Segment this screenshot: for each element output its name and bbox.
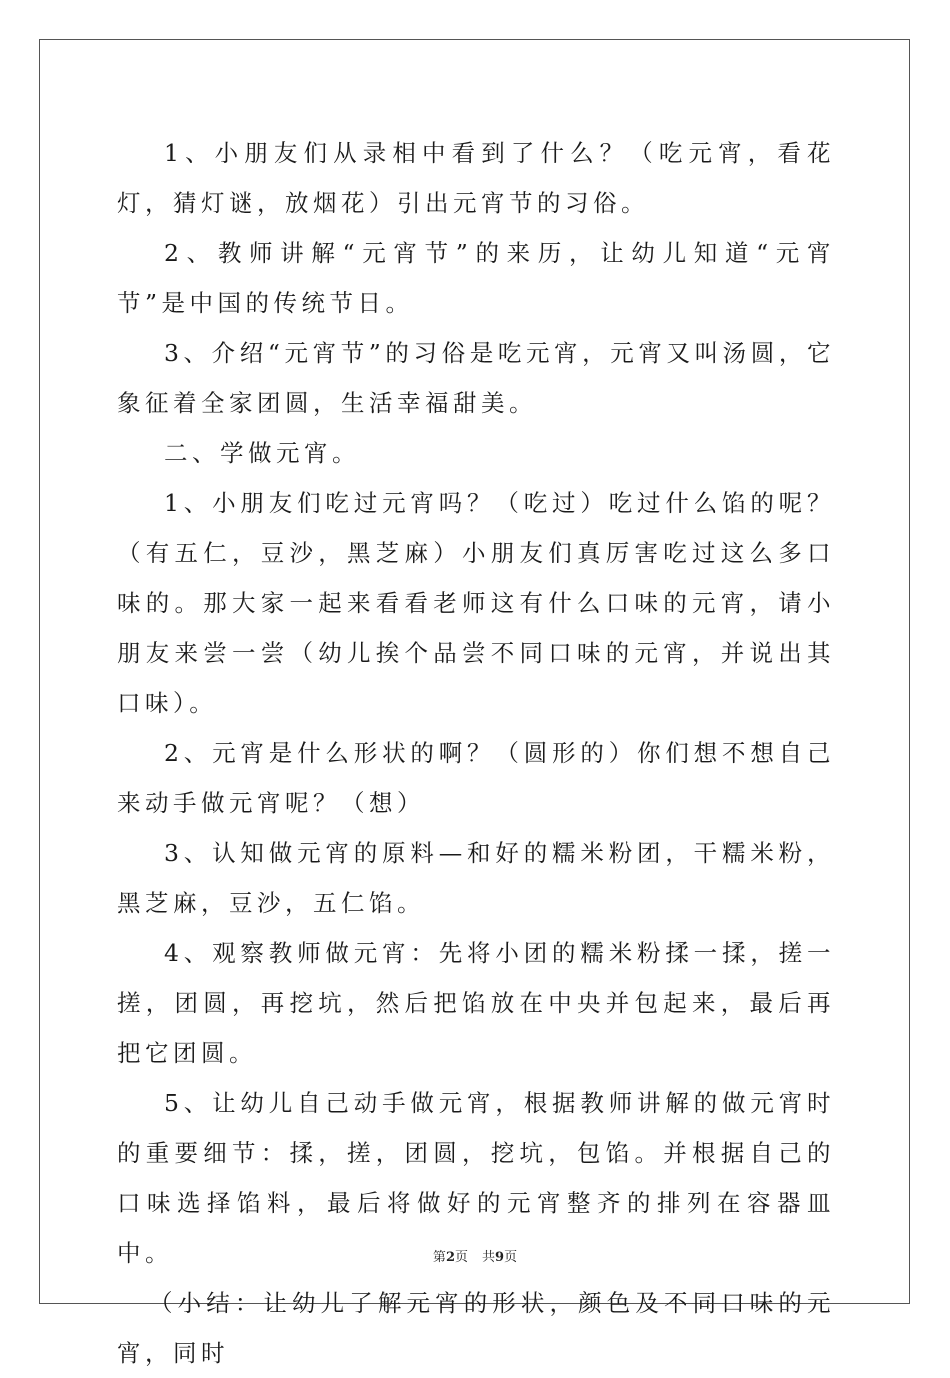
paragraph-3: 3、介绍“元宵节”的习俗是吃元宵，元宵又叫汤圆，它象征着全家团圆，生活幸福甜美。 <box>117 339 835 417</box>
page-footer <box>0 1246 950 1265</box>
paragraph-5: 2、元宵是什么形状的啊？（圆形的）你们想不想自己来动手做元宵呢？（想） <box>117 739 835 817</box>
footer-total-prefix: 共 <box>482 1250 496 1265</box>
paragraph-6: 3、认知做元宵的原料—和好的糯米粉团，干糯米粉，黑芝麻，豆沙，五仁馅。 <box>117 839 835 917</box>
document-body <box>117 128 835 1378</box>
summary-paragraph: （小结：让幼儿了解元宵的形状，颜色及不同口味的元宵，同时 <box>117 1289 835 1367</box>
footer-total-unit: 页 <box>504 1250 518 1265</box>
paragraph-2: 2、教师讲解“元宵节”的来历，让幼儿知道“元宵节”是中国的传统节日。 <box>117 239 835 317</box>
footer-page-current: 2 <box>445 1250 455 1265</box>
paragraph-4: 1、小朋友们吃过元宵吗？（吃过）吃过什么馅的呢？（有五仁，豆沙，黑芝麻）小朋友们真厉害吃过这么多口味的。那大家一起来看看老师这有什么口味的元宵，请小朋友来尝一尝（幼儿挨个品尝不同口味的元宵，并说出其口味）。 <box>117 489 835 717</box>
paragraph-1: 1、小朋友们从录相中看到了什么？（吃元宵，看花灯，猜灯谜，放烟花）引出元宵节的习俗。 <box>117 139 835 217</box>
section-heading-2: 二、学做元宵。 <box>164 439 360 467</box>
footer-page-unit: 页 <box>454 1250 468 1265</box>
footer-page-prefix: 第 <box>432 1250 446 1265</box>
paragraph-7: 4、观察教师做元宵：先将小团的糯米粉揉一揉，搓一搓，团圆，再挖坑，然后把馅放在中央并包起来，最后再把它团圆。 <box>117 939 835 1067</box>
footer-page-total: 9 <box>495 1250 505 1265</box>
paragraph-8: 5、让幼儿自己动手做元宵，根据教师讲解的做元宵时的重要细节：揉，搓，团圆，挖坑，包馅。并根据自己的口味选择馅料，最后将做好的元宵整齐的排列在容器皿中。 <box>117 1089 835 1267</box>
